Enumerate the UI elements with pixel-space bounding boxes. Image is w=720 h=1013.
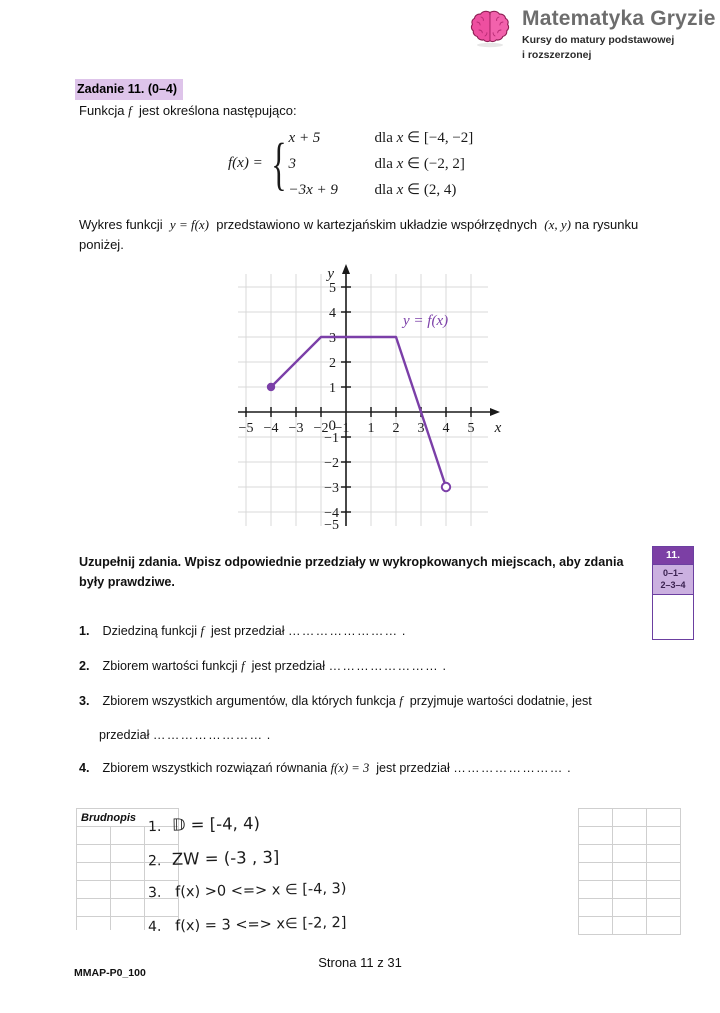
statement-variable: f	[200, 624, 204, 638]
statement-text-pre: Zbiorem wszystkich argumentów, dla których funkcja	[102, 694, 396, 708]
formula-cases	[289, 128, 474, 199]
brain-icon	[468, 6, 512, 50]
statement-text-pre: Zbiorem wartości funkcji	[102, 659, 238, 673]
statement-text-post: jest przedział	[376, 761, 450, 775]
right-scratch-table[interactable]	[578, 808, 681, 935]
handwritten-text: ZW = (-3 , 3]	[171, 847, 280, 869]
handwritten-line-4	[148, 915, 347, 935]
handwritten-text: 𝔻 = [-4, 4)	[171, 813, 261, 835]
formula-case-expression: −3x + 9	[288, 182, 338, 198]
open-endpoint-marker	[442, 483, 450, 491]
table-row[interactable]	[579, 881, 681, 899]
svg-text:1: 1	[367, 421, 375, 436]
svg-text:−2: −2	[324, 456, 339, 471]
svg-text:−5: −5	[238, 421, 254, 436]
table-row[interactable]	[579, 845, 681, 863]
formula-case-dla: dla	[374, 130, 393, 146]
statement-variable: f(x) = 3	[330, 761, 370, 775]
score-box-points-line1: 0–1–	[662, 568, 684, 578]
formula-case-dla: dla	[374, 182, 393, 198]
brand-subtitle-line2: i rozszerzonej	[522, 49, 592, 62]
svg-text:−1: −1	[324, 431, 339, 446]
statement-item-2	[79, 655, 639, 679]
handwritten-index: 2.	[147, 853, 162, 870]
graph-axes	[238, 270, 494, 526]
table-row[interactable]	[77, 899, 179, 917]
statement-text-pre: Dziedziną funkcji	[102, 624, 197, 638]
formula-case-var: x	[396, 182, 404, 198]
score-box	[652, 546, 694, 640]
formula-case-in: ∈	[407, 182, 421, 198]
brand-subtitle-line1: Kursy do matury podstawowej	[522, 34, 675, 47]
handwritten-index: 4.	[147, 918, 162, 936]
svg-text:−4: −4	[263, 421, 279, 436]
footer-code: MMAP-P0_100	[74, 967, 146, 979]
formula-case-in: ∈	[407, 130, 421, 146]
closed-endpoint-marker	[267, 383, 275, 391]
statement-item-3	[79, 690, 649, 748]
statement-text-pre: Zbiorem wszystkich rozwiązań równania	[102, 761, 328, 775]
svg-text:2: 2	[329, 356, 336, 371]
svg-text:5: 5	[329, 281, 336, 296]
task-header	[75, 79, 183, 100]
score-box-entry-cell[interactable]	[653, 595, 693, 639]
table-row[interactable]	[579, 917, 681, 935]
formula-case-var: x	[396, 130, 404, 146]
brand-text	[522, 6, 716, 63]
svg-text:0: 0	[328, 418, 336, 434]
svg-text:3: 3	[417, 421, 425, 436]
statement-end: .	[442, 659, 446, 673]
statement-end: .	[401, 624, 406, 638]
formula-case-dla: dla	[374, 156, 393, 172]
formula-case-row	[289, 180, 474, 199]
brand-logo	[468, 6, 716, 63]
task-intro-variable: f	[128, 103, 132, 118]
graph-description-part1: Wykres funkcji	[79, 217, 163, 232]
brand-title: Matematyka Gryzie	[522, 7, 716, 30]
formula-case-expression: x + 5	[288, 130, 321, 146]
graph-description-xy: (x, y)	[544, 217, 571, 232]
statement-text-post: przyjmuje wartości dodatnie, jest	[409, 694, 592, 708]
formula-case-set: (−2, 2]	[423, 156, 465, 172]
formula-case-var: x	[396, 156, 404, 172]
statement-number: 3.	[79, 694, 90, 708]
x-axis-arrow	[490, 408, 500, 416]
footer-page-number: Strona 11 z 31	[318, 955, 402, 970]
statement-item-3-second-line	[99, 724, 649, 748]
svg-text:3: 3	[329, 331, 336, 346]
statement-number: 4.	[79, 761, 90, 775]
task-header-label: Zadanie 11. (0–4)	[77, 82, 178, 96]
formula-case-condition	[375, 154, 465, 173]
table-row[interactable]	[579, 809, 681, 827]
answer-blank-1[interactable]: ……………………	[288, 624, 399, 638]
svg-text:−4: −4	[324, 506, 339, 521]
answer-blank-4[interactable]: ……………………	[453, 761, 564, 775]
handwritten-line-2	[148, 848, 280, 870]
statement-end: .	[567, 761, 571, 775]
score-box-points	[653, 564, 693, 595]
table-row[interactable]	[579, 863, 681, 881]
formula-case-expression: 3	[288, 156, 297, 172]
function-graph	[236, 262, 506, 530]
task-intro-pre: Funkcja	[79, 103, 125, 118]
handwritten-index: 1.	[147, 818, 162, 836]
svg-text:−1: −1	[334, 421, 350, 436]
statement-text-post: jest przedział	[211, 624, 285, 638]
task-intro-post: jest określona następująco:	[139, 103, 297, 118]
table-row[interactable]	[579, 827, 681, 845]
formula-lhs: f(x) =	[228, 155, 263, 171]
svg-text:2: 2	[392, 421, 400, 436]
statement-end: .	[266, 727, 271, 742]
answer-blank-2[interactable]: ……………………	[328, 659, 439, 673]
formula-case-in: ∈	[407, 156, 421, 172]
instruction-text: Uzupełnij zdania. Wpisz odpowiednie przedziały w wykropkowanych miejscach, aby zdania były prawdziwe.	[79, 555, 624, 589]
svg-text:−2: −2	[313, 421, 329, 436]
svg-text:5: 5	[467, 421, 475, 436]
curve-label: y = f(x)	[403, 313, 449, 329]
statement-number: 1.	[79, 624, 90, 638]
graph-description	[79, 215, 639, 254]
y-axis-arrow	[342, 264, 350, 274]
svg-text:y: y	[327, 266, 334, 282]
score-box-points-line2: 2–3–4	[660, 580, 686, 591]
answer-blank-3[interactable]: ……………………	[152, 727, 264, 742]
formula-case-row	[289, 128, 474, 147]
statement-variable: f	[241, 659, 245, 673]
graph-description-part3: na rysunku poniżej.	[79, 217, 639, 252]
score-box-number: 11.	[653, 547, 693, 564]
statement-number: 2.	[79, 659, 90, 673]
graph-tick-labels	[239, 266, 502, 530]
statement-item-1	[79, 620, 639, 644]
formula-brace: {	[270, 130, 287, 196]
formula-case-condition	[375, 128, 474, 147]
svg-text:−5: −5	[324, 518, 339, 530]
scratch-label: Brudnopis	[77, 809, 179, 827]
formula-case-condition	[375, 180, 457, 199]
brand-subtitle	[522, 33, 716, 63]
svg-text:−3: −3	[324, 481, 339, 496]
formula-case-row	[289, 154, 474, 173]
handwritten-line-3	[148, 881, 347, 901]
table-row[interactable]	[579, 899, 681, 917]
formula-case-set: [−4, −2]	[423, 130, 474, 146]
piecewise-formula	[228, 128, 473, 199]
svg-text:1: 1	[329, 381, 336, 396]
statement-variable: f	[399, 694, 403, 708]
statement-second-line-text: przedział	[99, 727, 150, 742]
svg-text:−3: −3	[288, 421, 304, 436]
statement-item-4	[79, 757, 649, 781]
handwritten-line-1	[148, 814, 260, 835]
handwritten-text: f(x) >0 <=> x ∈ [-4, 3)	[175, 880, 347, 901]
graph-description-equation: y = f(x)	[169, 217, 210, 232]
task-intro	[79, 101, 297, 121]
formula-case-set: (2, 4)	[423, 182, 457, 198]
svg-text:4: 4	[442, 421, 450, 436]
graph-description-part2: przedstawiono w kartezjańskim układzie współrzędnych	[216, 217, 538, 232]
handwritten-text: f(x) = 3 <=> x∈ [-2, 2]	[175, 914, 347, 935]
svg-text:x: x	[494, 420, 502, 436]
handwritten-index: 3.	[147, 884, 162, 902]
svg-text:4: 4	[329, 306, 336, 321]
statement-text-post: jest przedział	[251, 659, 326, 673]
